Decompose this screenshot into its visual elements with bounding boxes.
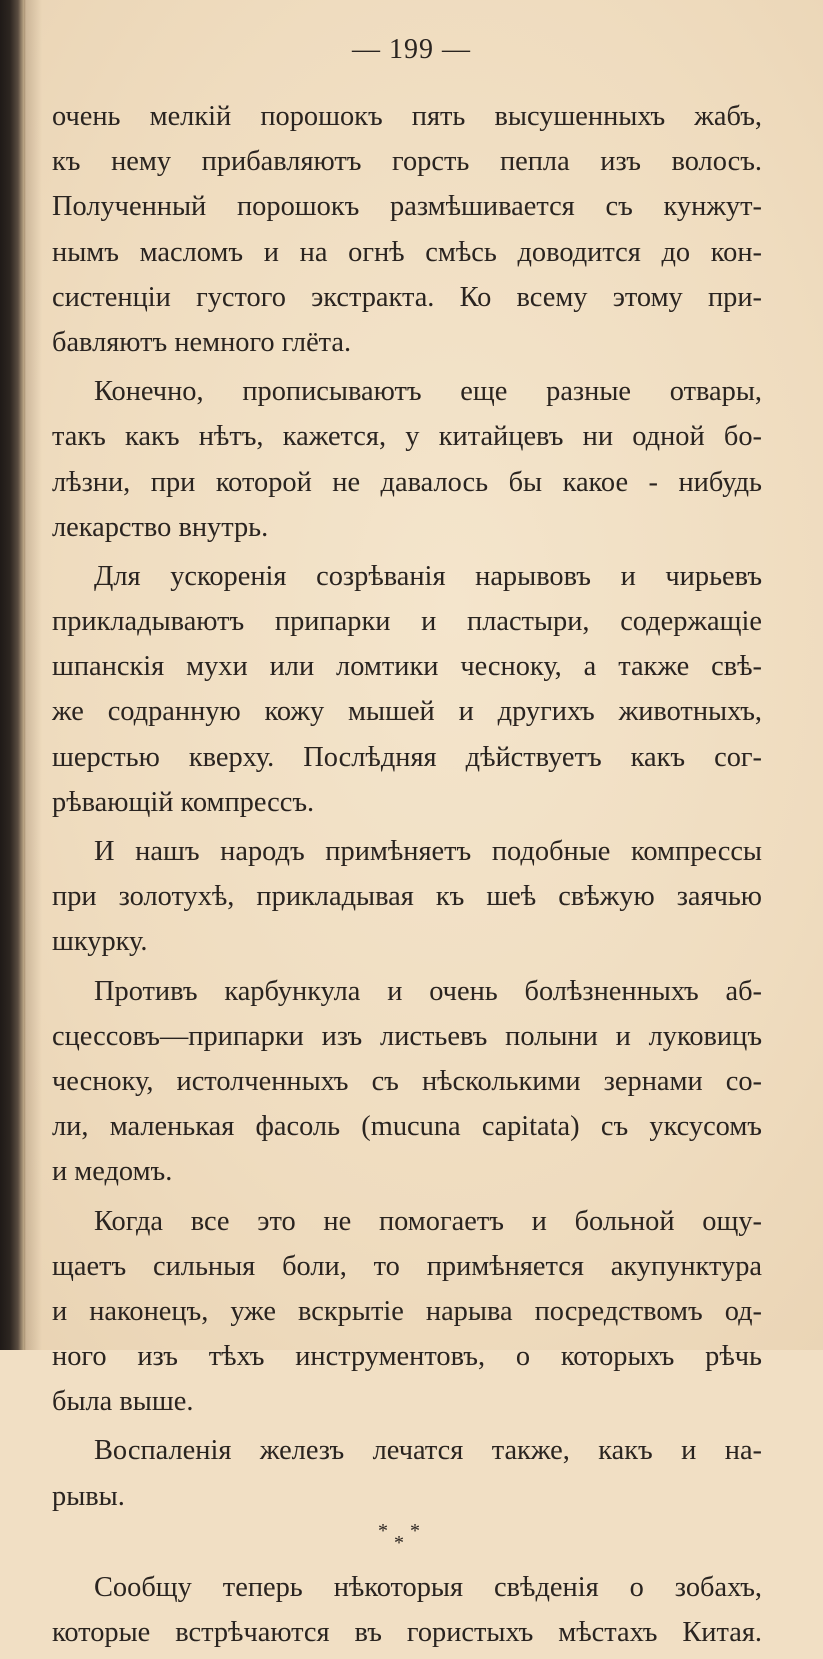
- book-spine: [0, 0, 26, 1350]
- text-line: чесноку, истолченныхъ съ нѣсколькими зернами со-: [52, 1065, 762, 1097]
- spine-shadow: [24, 0, 42, 1350]
- text-line: была выше.: [52, 1386, 194, 1418]
- text-line: Когда все это не помогаетъ и больной ощу-: [94, 1205, 762, 1237]
- text-line: И нашъ народъ примѣняетъ подобные компрессы: [94, 836, 762, 867]
- paragraph: [52, 829, 762, 965]
- text-line: рывы.: [52, 1480, 125, 1512]
- paragraph: [52, 94, 762, 365]
- text-line: ли, маленькая фасоль (mucuna capitata) съ уксусомъ: [52, 1111, 762, 1143]
- text-line: лекарство внутрь.: [52, 511, 269, 543]
- paragraph: [52, 969, 762, 1195]
- paragraph: [52, 1199, 762, 1425]
- paragraph: [52, 369, 762, 550]
- text-line: ного изъ тѣхъ инструментовъ, о которыхъ рѣчь: [52, 1341, 762, 1373]
- text-line: бавляютъ немного глёта.: [52, 326, 352, 358]
- text-line: нымъ масломъ и на огнѣ смѣсь доводится до кон-: [52, 236, 762, 268]
- text-line: Противъ карбункула и очень болѣзненныхъ аб-: [94, 975, 762, 1007]
- text-line: систенціи густого экстракта. Ко всему этому при-: [52, 281, 762, 313]
- text-line: прикладываютъ припарки и пластыри, содержащіе: [52, 606, 762, 638]
- paragraph: [52, 554, 762, 825]
- text-line: Воспаленія железъ лечатся также, какъ и на-: [94, 1435, 762, 1467]
- asterisk: *: [410, 1519, 420, 1542]
- text-line: щаетъ сильныя боли, то примѣняется акупунктура: [52, 1250, 762, 1282]
- text-line: Полученный порошокъ размѣшивается съ кунжут-: [52, 191, 762, 223]
- text-line: сцессовъ—припарки изъ листьевъ полыни и луковицъ: [52, 1020, 762, 1052]
- text-line: Для ускоренія созрѣванія нарывовъ и чирьевъ: [94, 560, 762, 592]
- text-line: и наконецъ, уже вскрытіе нарыва посредствомъ од-: [52, 1295, 762, 1327]
- text-line: шерстью кверху. Послѣдняя дѣйствуетъ какъ сог-: [52, 741, 762, 773]
- paragraph: [52, 1565, 762, 1655]
- asterism-separator: [52, 1519, 762, 1563]
- text-line: лѣзни, при которой не давалось бы какое - нибудь: [52, 466, 762, 498]
- text-line: и медомъ.: [52, 1156, 173, 1188]
- asterisk: *: [394, 1531, 404, 1554]
- text-line: шкурку.: [52, 926, 148, 958]
- text-line: къ нему прибавляютъ горсть пепла изъ волосъ.: [52, 146, 762, 178]
- text-line: которые встрѣчаются въ гористыхъ мѣстахъ Китая.: [52, 1617, 762, 1648]
- asterisk: *: [378, 1519, 388, 1542]
- text-body: [52, 94, 762, 1659]
- text-line: очень мелкій порошокъ пять высушенныхъ жабъ,: [52, 101, 762, 132]
- text-line: при золотухѣ, прикладывая къ шеѣ свѣжую заячью: [52, 881, 762, 913]
- paragraph: [52, 1428, 762, 1518]
- page-number: — 199 —: [352, 34, 471, 65]
- text-line: Сообщу теперь нѣкоторыя свѣденія о зобахъ,: [94, 1571, 762, 1603]
- text-line: рѣвающій компрессъ.: [52, 786, 315, 818]
- text-line: шпанскія мухи или ломтики чесноку, а также свѣ-: [52, 651, 762, 683]
- text-line: такъ какъ нѣтъ, кажется, у китайцевъ ни одной бо-: [52, 421, 762, 453]
- text-line: Конечно, прописываютъ еще разные отвары,: [94, 376, 762, 408]
- text-line: же содранную кожу мышей и другихъ животныхъ,: [52, 696, 762, 728]
